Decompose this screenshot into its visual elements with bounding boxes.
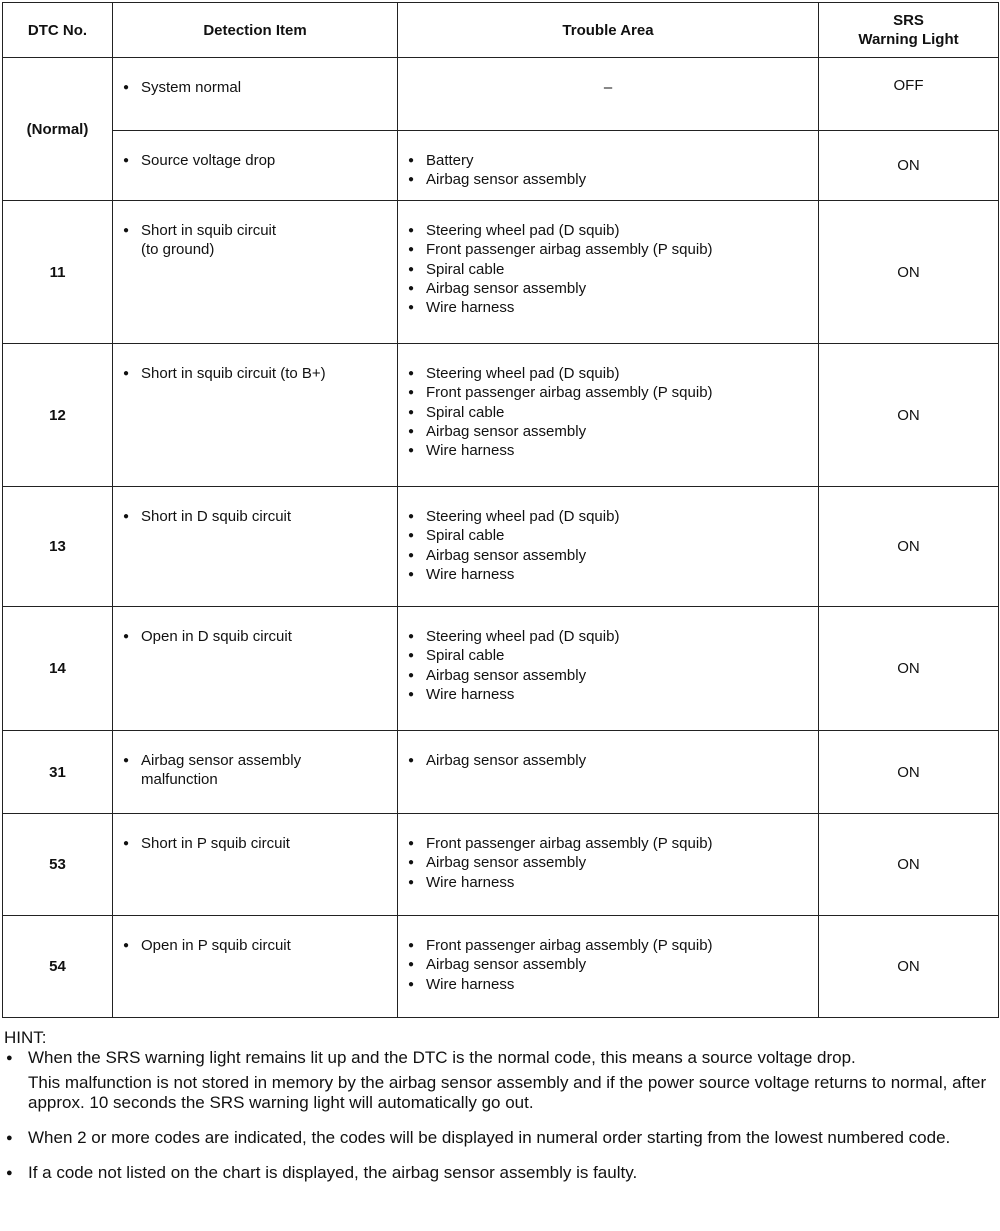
srs-warning-light-status: ON [819, 814, 999, 916]
header-srs-line2: Warning Light [858, 31, 959, 48]
table-row [3, 201, 999, 344]
trouble-area-item: ● Spiral cable [408, 403, 808, 422]
hint-label: HINT: [4, 1028, 47, 1047]
hint-section [4, 1028, 998, 1198]
srs-warning-light-status: OFF [819, 58, 999, 131]
trouble-area-item: ● Wire harness [408, 873, 808, 892]
trouble-area-item: ● Spiral cable [408, 646, 808, 665]
dtc-number: 11 [3, 201, 113, 344]
trouble-area-item: ● Airbag sensor assembly [408, 853, 808, 872]
trouble-area [398, 607, 819, 731]
trouble-area-item: ● Airbag sensor assembly [408, 751, 808, 770]
table-row [3, 487, 999, 607]
detection-item [113, 58, 398, 131]
detection-item-text: ● Open in D squib circuit [123, 627, 387, 646]
header-srs-warning-light [819, 3, 999, 58]
dtc-table [2, 2, 999, 1018]
table-row [3, 131, 999, 201]
hint-item [4, 1048, 998, 1113]
detection-item [113, 916, 398, 1018]
srs-warning-light-status: ON [819, 487, 999, 607]
detection-item [113, 814, 398, 916]
trouble-area-item: ● Steering wheel pad (D squib) [408, 364, 808, 383]
table-row [3, 58, 999, 131]
trouble-area [398, 201, 819, 344]
dtc-number: 53 [3, 814, 113, 916]
trouble-area-item: ● Airbag sensor assembly [408, 666, 808, 685]
detection-item-text: ● Airbag sensor assembly malfunction [123, 751, 387, 790]
detection-item [113, 607, 398, 731]
hint-item [4, 1163, 998, 1183]
hint-extra-text: This malfunction is not stored in memory by the airbag sensor assembly and if the power source voltage returns to normal, after approx. 10 seconds the SRS warning light will automatically go out. [28, 1073, 987, 1112]
trouble-area-item: ● Wire harness [408, 565, 808, 584]
trouble-area [398, 487, 819, 607]
trouble-area-item: ● Steering wheel pad (D squib) [408, 627, 808, 646]
dtc-number: 12 [3, 344, 113, 487]
table-row [3, 814, 999, 916]
trouble-area-item: ● Airbag sensor assembly [408, 955, 808, 974]
srs-warning-light-status: ON [819, 916, 999, 1018]
table-row [3, 916, 999, 1018]
trouble-area-item: ● Spiral cable [408, 260, 808, 279]
hint-text: ● When the SRS warning light remains lit up and the DTC is the normal code, this means a source voltage drop. [28, 1048, 856, 1067]
trouble-area-item: ● Battery [408, 151, 808, 170]
trouble-area-item: ● Wire harness [408, 685, 808, 704]
trouble-area-item: ● Airbag sensor assembly [408, 279, 808, 298]
detection-item-text: ● Short in P squib circuit [123, 834, 387, 853]
detection-item-text: ● Source voltage drop [123, 151, 387, 170]
trouble-area-item: ● Steering wheel pad (D squib) [408, 221, 808, 240]
hint-list [4, 1048, 998, 1183]
detection-item [113, 201, 398, 344]
detection-item [113, 731, 398, 814]
srs-warning-light-status: ON [819, 344, 999, 487]
srs-warning-light-status: ON [819, 131, 999, 201]
trouble-area-none: – [603, 79, 613, 96]
trouble-area-item: ● Steering wheel pad (D squib) [408, 507, 808, 526]
detection-item-text: ● System normal [123, 78, 387, 97]
header-detection-item: Detection Item [113, 3, 398, 58]
srs-warning-light-status: ON [819, 731, 999, 814]
trouble-area [398, 131, 819, 201]
trouble-area-item: ● Spiral cable [408, 526, 808, 545]
table-row [3, 344, 999, 487]
header-trouble-area: Trouble Area [398, 3, 819, 58]
srs-warning-light-status: ON [819, 607, 999, 731]
detection-item-text: ● Open in P squib circuit [123, 936, 387, 955]
header-srs-line1: SRS [893, 12, 924, 29]
detection-item-text: ● Short in squib circuit (to B+) [123, 364, 387, 383]
trouble-area-item: ● Front passenger airbag assembly (P squib) [408, 834, 808, 853]
trouble-area-item: ● Airbag sensor assembly [408, 170, 808, 189]
dtc-number: 31 [3, 731, 113, 814]
trouble-area-item: ● Front passenger airbag assembly (P squib) [408, 240, 808, 259]
trouble-area [398, 916, 819, 1018]
hint-text: ● When 2 or more codes are indicated, the codes will be displayed in numeral order starting from the lowest numbered code. [28, 1128, 951, 1147]
detection-item-text: ● Short in squib circuit (to ground) [123, 221, 387, 260]
detection-item [113, 344, 398, 487]
trouble-area-item: ● Airbag sensor assembly [408, 422, 808, 441]
dtc-number: 13 [3, 487, 113, 607]
header-dtc-no: DTC No. [3, 3, 113, 58]
trouble-area [398, 731, 819, 814]
table-row [3, 731, 999, 814]
hint-text: ● If a code not listed on the chart is displayed, the airbag sensor assembly is faulty. [28, 1163, 638, 1182]
trouble-area [398, 58, 819, 131]
dtc-number: 14 [3, 607, 113, 731]
trouble-area-item: ● Front passenger airbag assembly (P squib) [408, 936, 808, 955]
dtc-number: (Normal) [3, 58, 113, 201]
srs-warning-light-status: ON [819, 201, 999, 344]
trouble-area [398, 344, 819, 487]
hint-item [4, 1128, 998, 1148]
detection-item [113, 487, 398, 607]
trouble-area-item: ● Wire harness [408, 975, 808, 994]
table-row [3, 607, 999, 731]
table-header-row [3, 3, 999, 58]
trouble-area-item: ● Wire harness [408, 298, 808, 317]
trouble-area-item: ● Wire harness [408, 441, 808, 460]
trouble-area [398, 814, 819, 916]
trouble-area-item: ● Front passenger airbag assembly (P squib) [408, 383, 808, 402]
trouble-area-item: ● Airbag sensor assembly [408, 546, 808, 565]
detection-item [113, 131, 398, 201]
detection-item-text: ● Short in D squib circuit [123, 507, 387, 526]
dtc-number: 54 [3, 916, 113, 1018]
